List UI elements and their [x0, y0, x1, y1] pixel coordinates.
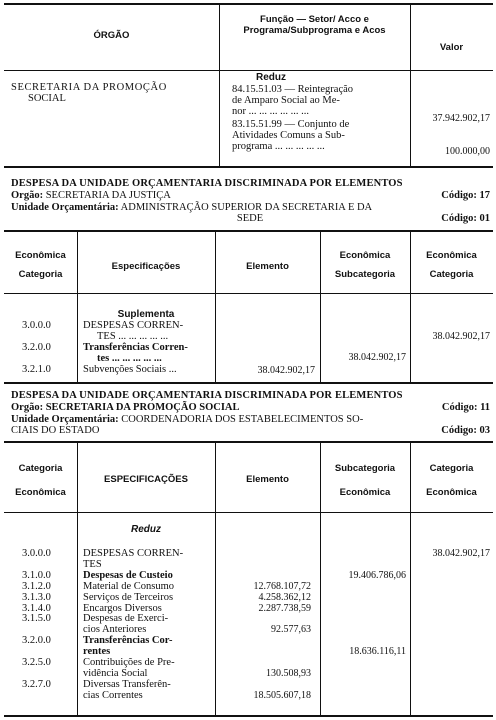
- row-code: 3.1.0.0: [22, 569, 51, 581]
- header-categoria: Categoria: [18, 269, 63, 280]
- row-spec: rentes: [83, 646, 111, 658]
- header-categoria-3: Categoria: [18, 463, 63, 474]
- row-spec: TES: [83, 558, 102, 570]
- header-subcategoria-3: Subcategoria: [334, 463, 396, 474]
- orgao-line-2: SOCIAL: [28, 93, 66, 104]
- row-code: 3.1.5.0: [22, 613, 51, 625]
- reduz-label-3: Reduz: [131, 524, 161, 535]
- row-subcategoria: 19.406.786,06: [348, 569, 406, 581]
- spec-line-2: TES ... ... ... ... ...: [97, 331, 169, 342]
- unidade-value-2: SEDE: [236, 213, 264, 224]
- code-3200: 3.2.0.0: [22, 342, 51, 353]
- header-orgao: ÓRGÃO: [93, 30, 130, 41]
- header-valor: Valor: [439, 42, 464, 53]
- code-3210: 3.2.1.0: [22, 364, 51, 375]
- unidade-label-2: Unidade Orçamentária:: [11, 414, 119, 425]
- orgao-value: SECRETARIA DA JUSTIÇA: [45, 190, 171, 201]
- row-elemento: 4.258.362,12: [258, 591, 311, 603]
- orgao-value-2: SECRETARIA DA PROMOÇÃO SOCIAL: [45, 402, 240, 413]
- funcao-item-1: [232, 84, 404, 117]
- row-elemento: 2.287.738,59: [258, 602, 311, 614]
- suplementa-label: Suplementa: [117, 309, 175, 320]
- spec-line-3: Transferências Corren-: [83, 342, 188, 353]
- row-elemento: 12.768.107,72: [253, 580, 311, 592]
- funcao-1-line-2: de Amparo Social ao Me-: [232, 95, 340, 106]
- subcategoria-value: 38.042.902,17: [348, 352, 406, 363]
- header-economica-cat-3: Econômica: [426, 487, 477, 498]
- row-spec: Despesas de Exerci-: [83, 613, 169, 625]
- header-economica: Econômica: [15, 250, 66, 261]
- header-especificacoes-3: ESPECIFICAÇÕES: [104, 474, 188, 485]
- valor-1: 37.942.902,17: [432, 113, 490, 124]
- row-code: 3.0.0.0: [22, 548, 51, 559]
- header-economica-cat: Econômica: [426, 250, 477, 261]
- codigo-unidade-2: Código: 03: [441, 425, 490, 436]
- row-spec: vidência Social: [83, 667, 148, 679]
- row-spec: Encargos Diversos: [83, 602, 162, 614]
- funcao-item-2: [232, 119, 404, 152]
- row-elemento: 92.577,63: [271, 624, 311, 636]
- row-spec: Material de Consumo: [83, 580, 174, 592]
- header-especificacoes: Especificações: [111, 261, 181, 272]
- spec-line-1: DESPESAS CORREN-: [83, 320, 184, 331]
- unidade-label: Unidade Orçamentária:: [11, 202, 119, 213]
- row-code: 3.2.7.0: [22, 678, 51, 690]
- header-economica-sub: Econômica: [339, 250, 391, 261]
- row-spec: Transferências Cor-: [83, 635, 173, 647]
- row-categoria: 38.042.902,17: [432, 548, 490, 559]
- code-3000: 3.0.0.0: [22, 320, 51, 331]
- orgao-label: Orgão:: [11, 190, 44, 201]
- row-subcategoria: 18.636.116,11: [349, 646, 406, 658]
- funcao-1-line-1: 84.15.51.03 — Reintegração: [232, 84, 354, 95]
- spec-line-4: tes ... ... ... ... ...: [97, 353, 162, 364]
- header-economica-sub-3: Econômica: [339, 487, 391, 498]
- section-1-title: DESPESA DA UNIDADE ORÇAMENTARIA DISCRIMINADA POR ELEMENTOS: [11, 178, 403, 189]
- header-funcao: Função — Setor/ Acco e Programa/Subprograma e Acos: [243, 14, 386, 36]
- row-code: 3.1.4.0: [22, 602, 51, 614]
- row-code: 3.1.2.0: [22, 580, 51, 592]
- row-spec: Despesas de Custeio: [83, 569, 173, 581]
- row-spec: DESPESAS CORREN-: [83, 548, 184, 559]
- row-code: 3.2.0.0: [22, 635, 51, 647]
- funcao-2-line-1: 83.15.51.99 — Conjunto de: [232, 119, 350, 130]
- row-spec: cios Anteriores: [83, 624, 147, 636]
- row-spec: Serviços de Terceiros: [83, 591, 174, 603]
- section-2-title: DESPESA DA UNIDADE ORÇAMENTARIA DISCRIMINADA POR ELEMENTOS: [11, 390, 403, 401]
- header-economica-3: Econômica: [15, 487, 66, 498]
- codigo-orgao-2: Código: 11: [441, 402, 490, 413]
- header-subcategoria: Subcategoria: [334, 269, 396, 280]
- valor-2: 100.000,00: [445, 146, 490, 157]
- codigo-unidade: Código: 01: [441, 213, 490, 224]
- row-code: 3.2.5.0: [22, 657, 51, 668]
- orgao-label-2: Orgão:: [11, 402, 44, 413]
- unidade-value-2a: COORDENADORIA DOS ESTABELECIMENTOS SO-: [121, 414, 364, 425]
- row-code: 3.1.3.0: [22, 591, 51, 603]
- elemento-value: 38.042.902,17: [257, 365, 315, 376]
- spec-line-5: Subvenções Sociais ...: [83, 364, 177, 375]
- header-elemento-3: Elemento: [246, 474, 289, 485]
- row-elemento: 130.508,93: [266, 667, 311, 679]
- header-categoria-cat-3: Categoria: [429, 463, 474, 474]
- header-elemento: Elemento: [246, 261, 289, 272]
- header-categoria-2: Categoria: [429, 269, 474, 280]
- row-spec: Contribuições de Pre-: [83, 657, 175, 668]
- row-spec: Diversas Transferên-: [83, 678, 171, 690]
- funcao-1-line-3: nor ... ... ... ... ... ...: [232, 106, 309, 117]
- unidade-value-2b: CIAIS DO ESTADO: [11, 425, 100, 436]
- funcao-2-line-2: Atividades Comuns a Sub-: [232, 130, 345, 141]
- row-elemento: 18.505.607,18: [253, 689, 311, 701]
- funcao-2-line-3: programa ... ... ... ... ...: [232, 141, 325, 152]
- codigo-orgao: Código: 17: [441, 190, 490, 201]
- orgao-line-1: SECRETARIA DA PROMOÇÃO: [11, 82, 167, 93]
- categoria-value: 38.042.902,17: [432, 331, 490, 342]
- reduz-label: Reduz: [256, 72, 286, 83]
- row-spec: cias Correntes: [83, 689, 143, 701]
- unidade-value: ADMINISTRAÇÃO SUPERIOR DA SECRETARIA E DA: [120, 202, 373, 213]
